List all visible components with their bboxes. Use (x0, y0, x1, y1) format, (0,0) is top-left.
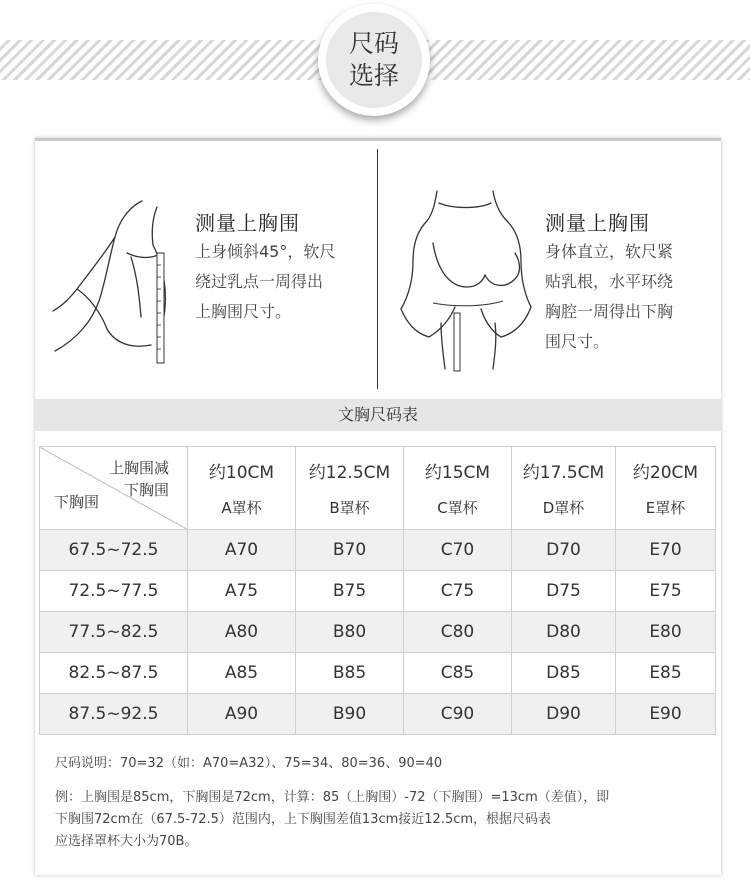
size-note: 尺码说明：70=32（如：A70=A32）、75=34、80=36、90=40 (55, 756, 443, 771)
left-measure-title: 测量上胸围 (195, 211, 300, 235)
right-measure-line: 胸腔一周得出下胸 (545, 302, 674, 321)
table-row (40, 612, 716, 653)
size-cell: B75 (296, 571, 404, 612)
table-row (40, 653, 716, 694)
cup-label: B罩杯 (329, 499, 370, 517)
cup-label: A罩杯 (221, 499, 262, 517)
diff-label: 约12.5CM (308, 463, 391, 483)
size-cell: C80 (404, 612, 512, 653)
right-measure-title: 测量上胸围 (545, 211, 650, 235)
size-cell: A75 (188, 571, 296, 612)
bra-size-table (39, 446, 716, 735)
size-guide-card (35, 138, 721, 875)
diff-label: 约15CM (424, 463, 491, 483)
size-cell: B85 (296, 653, 404, 694)
size-table-title: 文胸尺码表 (35, 399, 721, 431)
table-row (40, 694, 716, 735)
table-row (40, 571, 716, 612)
diagonal-header-cell (40, 447, 188, 530)
cup-label: D罩杯 (542, 499, 585, 517)
size-cell: E75 (616, 571, 716, 612)
under-bust-range: 82.5~87.5 (40, 653, 188, 694)
under-bust-range: 87.5~92.5 (40, 694, 188, 735)
example-line: 应选择罩杯大小为70B。 (55, 834, 198, 849)
left-measure-line: 上胸围尺寸。 (195, 302, 292, 321)
column-header (404, 447, 512, 530)
size-cell: E85 (616, 653, 716, 694)
size-cell: E70 (616, 530, 716, 571)
cup-label: C罩杯 (437, 499, 478, 517)
diff-label: 约17.5CM (522, 463, 605, 483)
size-cell: A85 (188, 653, 296, 694)
right-measure-line: 围尺寸。 (545, 332, 610, 351)
size-cell: C90 (404, 694, 512, 735)
badge-line1: 尺码 (348, 29, 399, 58)
size-cell: A90 (188, 694, 296, 735)
diff-label: 约20CM (632, 463, 699, 483)
under-bust-measure-illustration (393, 183, 533, 373)
column-header (296, 447, 404, 530)
size-cell: B90 (296, 694, 404, 735)
example-line: 下胸围72cm在（67.5-72.5）范围内，上下胸围差值13cm接近12.5cm，根据尺码表 (55, 812, 552, 827)
under-bust-range: 67.5~72.5 (40, 530, 188, 571)
size-cell: B70 (296, 530, 404, 571)
column-header (512, 447, 616, 530)
size-cell: D90 (512, 694, 616, 735)
size-cell: D70 (512, 530, 616, 571)
example-line: 例：上胸围是85cm，下胸围是72cm，计算：85（上胸围）-72（下胸围）=13cm（差值），即 (55, 790, 610, 805)
size-cell: D85 (512, 653, 616, 694)
size-cell: A70 (188, 530, 296, 571)
right-measure-line: 身体直立，软尺紧 (545, 242, 674, 261)
column-header (616, 447, 716, 530)
size-cell: A80 (188, 612, 296, 653)
size-cell: E80 (616, 612, 716, 653)
size-cell: B80 (296, 612, 404, 653)
diag-bottom-label: 下胸围 (54, 493, 100, 511)
cup-label: E罩杯 (645, 499, 686, 517)
diag-top-line: 上胸围减 (108, 459, 169, 477)
size-cell: C70 (404, 530, 512, 571)
under-bust-range: 77.5~82.5 (40, 612, 188, 653)
badge-line2: 选择 (348, 61, 399, 90)
left-measure-line: 绕过乳点一周得出 (195, 272, 324, 291)
size-cell: C75 (404, 571, 512, 612)
diag-top-line: 下胸围 (123, 481, 169, 499)
size-cell: E90 (616, 694, 716, 735)
size-select-badge (326, 12, 422, 108)
size-cell: C85 (404, 653, 512, 694)
table-row (40, 530, 716, 571)
size-cell: D75 (512, 571, 616, 612)
under-bust-range: 72.5~77.5 (40, 571, 188, 612)
left-measure-line: 上身倾斜45°，软尺 (195, 242, 336, 261)
diff-label: 约10CM (208, 463, 275, 483)
right-measure-line: 贴乳根，水平环绕 (545, 272, 674, 291)
example-note (55, 787, 609, 853)
size-cell: D80 (512, 612, 616, 653)
table-header-row (40, 447, 716, 530)
upper-bust-measure-illustration (47, 193, 177, 373)
left-measure-text (195, 237, 335, 327)
column-header (188, 447, 296, 530)
right-measure-text (545, 237, 673, 357)
diag-top-label (109, 457, 169, 501)
section-divider (377, 149, 378, 389)
